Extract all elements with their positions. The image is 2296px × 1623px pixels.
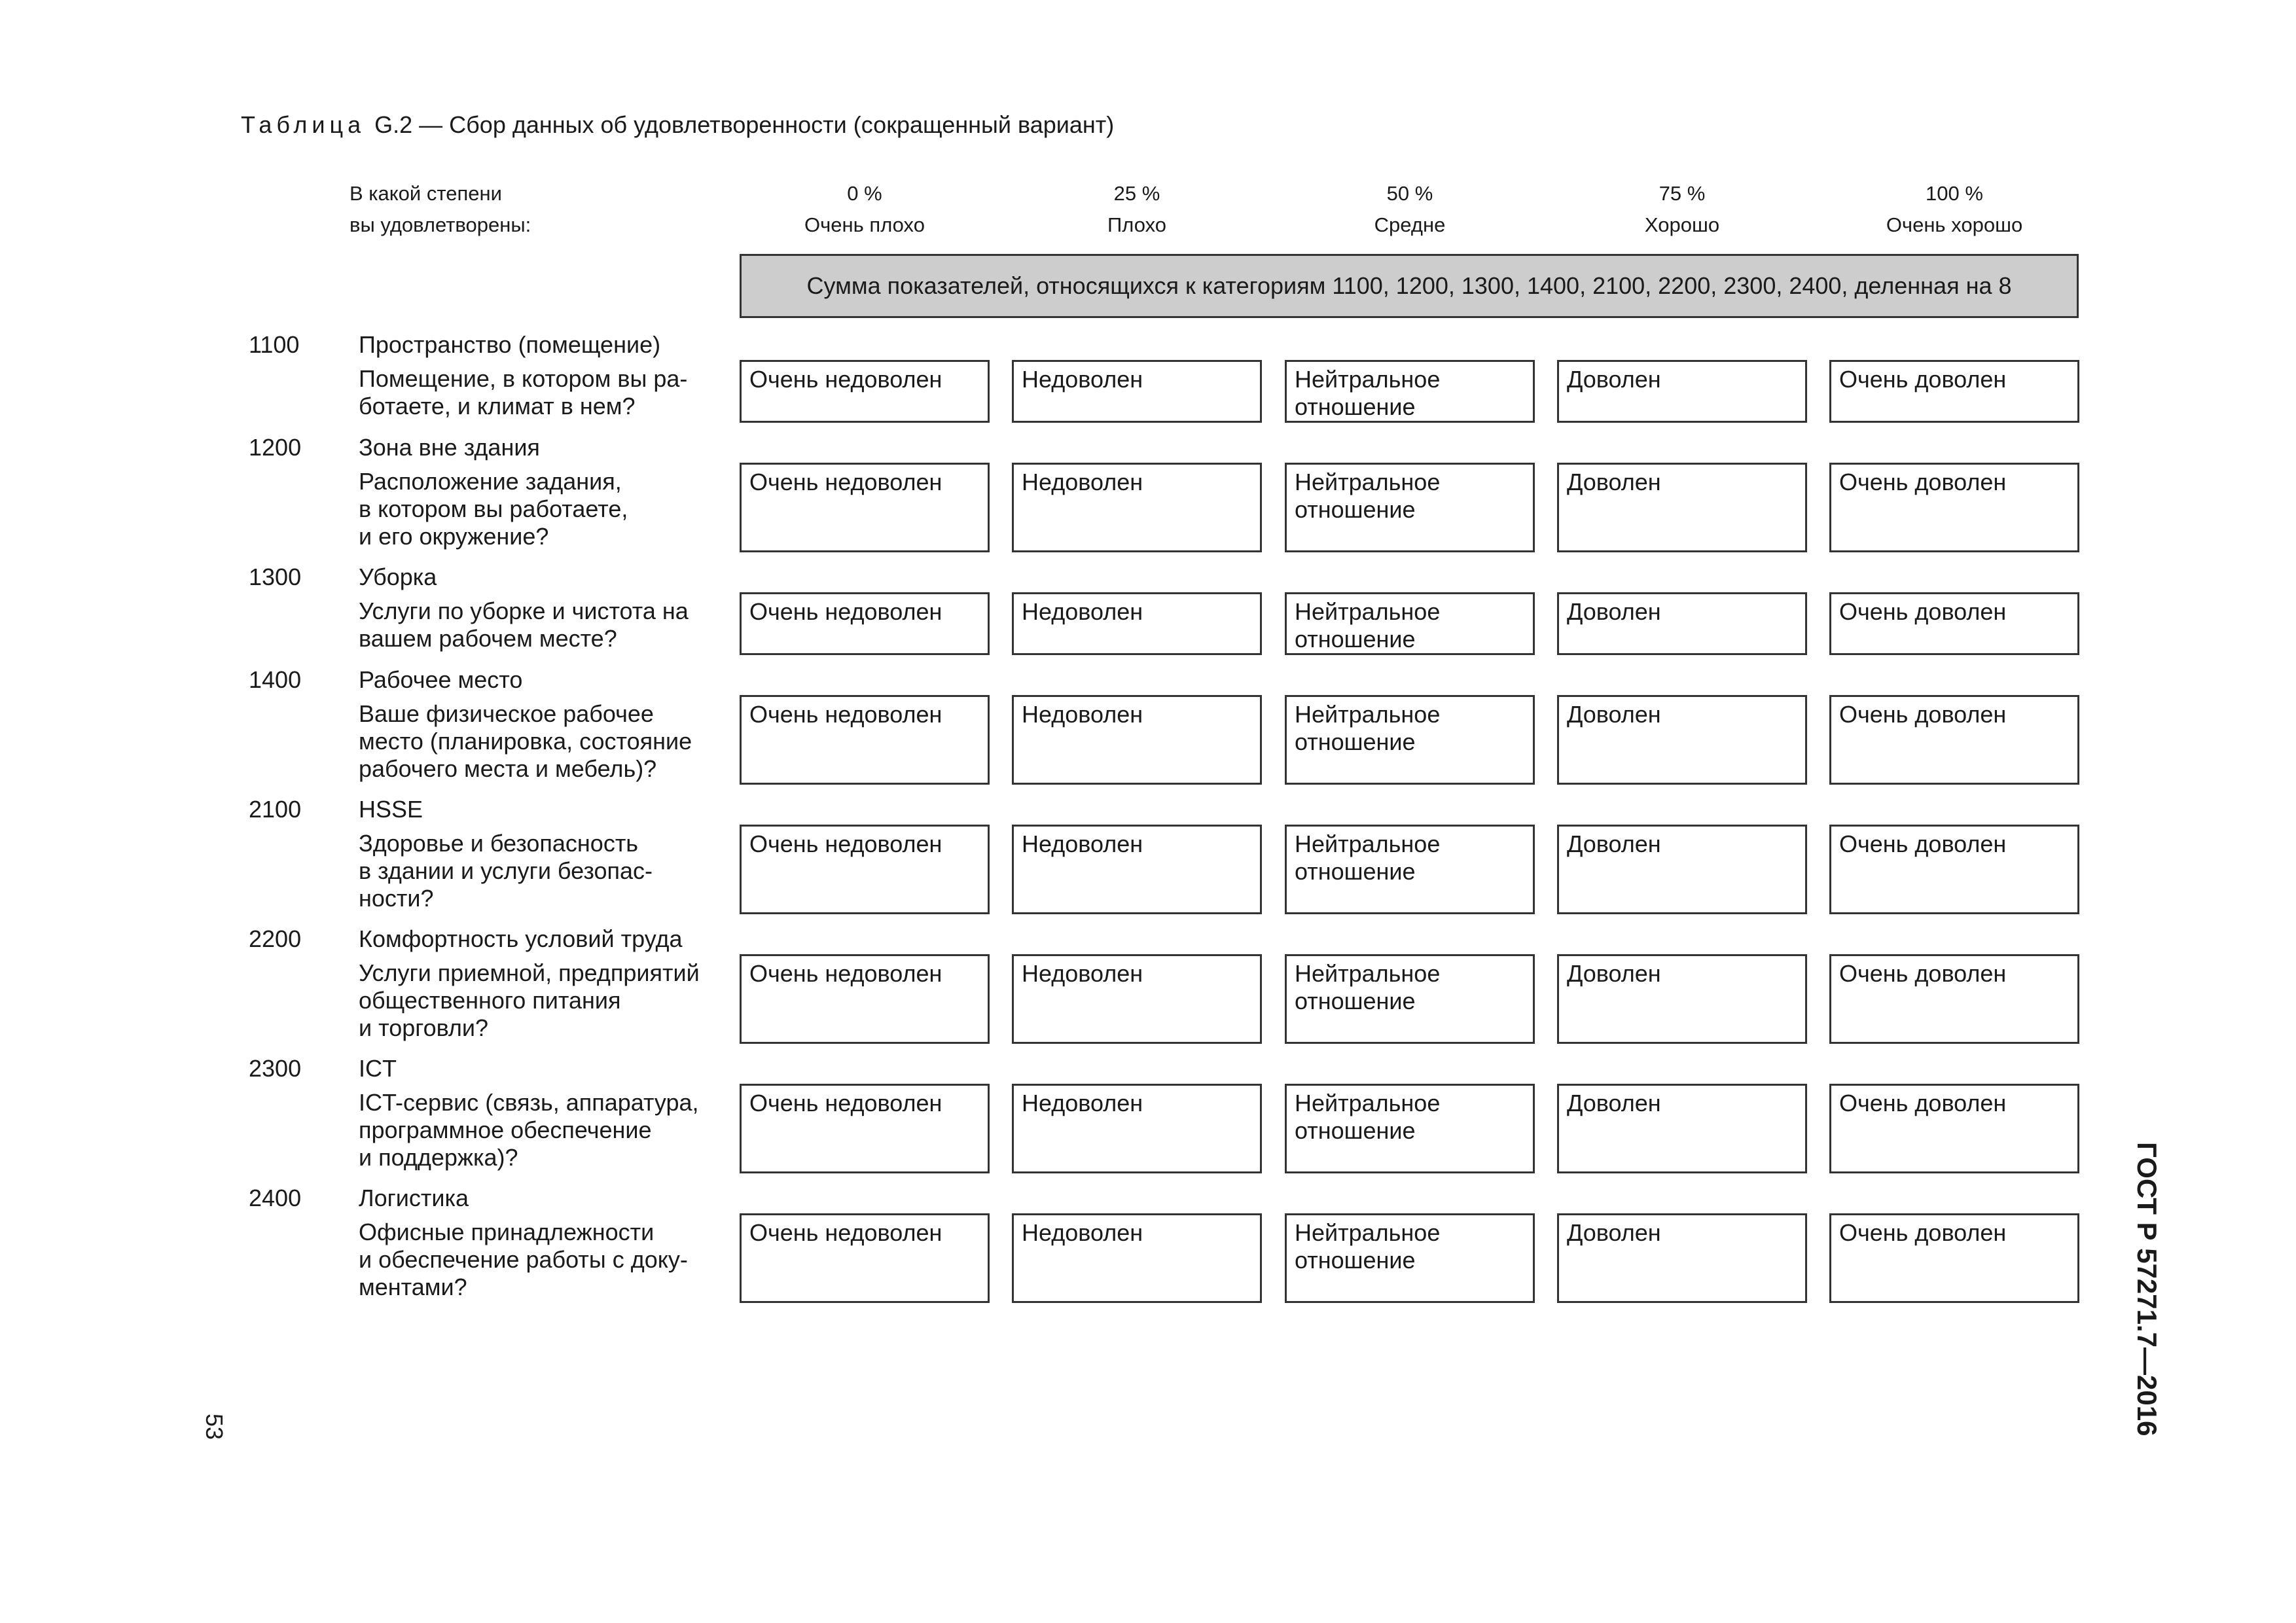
rating-very-satisfied[interactable]: Очень доволен — [1829, 1213, 2079, 1303]
rating-neutral[interactable]: Нейтральное отношение — [1285, 695, 1535, 785]
rating-neutral[interactable]: Нейтральное отношение — [1285, 825, 1535, 914]
rating-very-satisfied[interactable]: Очень доволен — [1829, 360, 2079, 423]
rating-very-dissatisfied[interactable]: Очень недоволен — [740, 1084, 990, 1173]
rating-very-dissatisfied[interactable]: Очень недоволен — [740, 360, 990, 423]
scale-question — [350, 178, 531, 241]
rating-satisfied[interactable]: Доволен — [1557, 1213, 1807, 1303]
row-category: Логистика — [359, 1185, 469, 1211]
row-question: ICT-сервис (связь, аппаратура, программное обеспечение и поддержка)? — [359, 1089, 699, 1171]
scale-column-0 — [740, 178, 990, 241]
rating-very-dissatisfied[interactable]: Очень недоволен — [740, 1213, 990, 1303]
row-code: 2300 — [249, 1055, 302, 1082]
scale-label: Хорошо — [1644, 213, 1720, 236]
scale-column-25 — [1012, 178, 1262, 241]
row-category: ICT — [359, 1055, 397, 1082]
page-number: 53 — [201, 1414, 228, 1440]
rating-dissatisfied[interactable]: Недоволен — [1012, 825, 1262, 914]
standard-designation: ГОСТ Р 57271.7—2016 — [2132, 1142, 2162, 1436]
table-title — [241, 111, 1114, 139]
row-question: Помещение, в котором вы ра- ботаете, и климат в нем? — [359, 365, 688, 419]
rating-satisfied[interactable]: Доволен — [1557, 592, 1807, 655]
scale-label: Очень хорошо — [1886, 213, 2023, 236]
row-code: 1100 — [249, 331, 300, 358]
rating-satisfied[interactable]: Доволен — [1557, 463, 1807, 552]
rating-dissatisfied[interactable]: Недоволен — [1012, 695, 1262, 785]
rating-neutral[interactable]: Нейтральное отношение — [1285, 592, 1535, 655]
rating-very-satisfied[interactable]: Очень доволен — [1829, 592, 2079, 655]
rating-very-satisfied[interactable]: Очень доволен — [1829, 1084, 2079, 1173]
rating-neutral[interactable]: Нейтральное отношение — [1285, 1213, 1535, 1303]
scale-percent: 25 % — [1113, 182, 1160, 205]
row-question: Ваше физическое рабочее место (планировка, состояние рабочего места и мебель)? — [359, 700, 692, 782]
rating-satisfied[interactable]: Доволен — [1557, 825, 1807, 914]
scale-percent: 75 % — [1659, 182, 1706, 205]
rating-satisfied[interactable]: Доволен — [1557, 1084, 1807, 1173]
rating-dissatisfied[interactable]: Недоволен — [1012, 463, 1262, 552]
row-question: Услуги приемной, предприятий общественного питания и торговли? — [359, 959, 700, 1041]
scale-label: Плохо — [1107, 213, 1166, 236]
row-category: Пространство (помещение) — [359, 331, 661, 358]
sum-summary-box: Сумма показателей, относящихся к категориям 1100, 1200, 1300, 1400, 2100, 2200, 2300, 2400, деленная на 8 — [740, 254, 2079, 318]
rating-very-satisfied[interactable]: Очень доволен — [1829, 463, 2079, 552]
rating-dissatisfied[interactable]: Недоволен — [1012, 592, 1262, 655]
rating-dissatisfied[interactable]: Недоволен — [1012, 1084, 1262, 1173]
scale-label: Средне — [1374, 213, 1446, 236]
rating-dissatisfied[interactable]: Недоволен — [1012, 360, 1262, 423]
rating-satisfied[interactable]: Доволен — [1557, 695, 1807, 785]
scale-question-line: В какой степени — [350, 182, 502, 205]
rating-very-satisfied[interactable]: Очень доволен — [1829, 954, 2079, 1044]
rating-neutral[interactable]: Нейтральное отношение — [1285, 1084, 1535, 1173]
scale-label: Очень плохо — [804, 213, 925, 236]
rating-neutral[interactable]: Нейтральное отношение — [1285, 463, 1535, 552]
row-code: 2400 — [249, 1185, 302, 1211]
row-question: Услуги по уборке и чистота на вашем рабочем месте? — [359, 597, 689, 652]
rating-very-dissatisfied[interactable]: Очень недоволен — [740, 825, 990, 914]
scale-column-50 — [1285, 178, 1535, 241]
row-code: 2200 — [249, 925, 302, 952]
scale-percent: 100 % — [1926, 182, 1983, 205]
rating-very-dissatisfied[interactable]: Очень недоволен — [740, 463, 990, 552]
row-code: 1200 — [249, 434, 302, 461]
row-code: 1400 — [249, 666, 302, 693]
scale-percent: 0 % — [847, 182, 882, 205]
scale-column-75 — [1557, 178, 1807, 241]
row-category: Зона вне здания — [359, 434, 540, 461]
scale-question-line: вы удовлетворены: — [350, 213, 531, 236]
row-code: 2100 — [249, 796, 302, 823]
row-question: Офисные принадлежности и обеспечение работы с доку- ментами? — [359, 1219, 688, 1300]
rating-neutral[interactable]: Нейтральное отношение — [1285, 954, 1535, 1044]
rating-very-dissatisfied[interactable]: Очень недоволен — [740, 954, 990, 1044]
scale-percent: 50 % — [1386, 182, 1433, 205]
rating-very-satisfied[interactable]: Очень доволен — [1829, 825, 2079, 914]
rating-dissatisfied[interactable]: Недоволен — [1012, 1213, 1262, 1303]
row-category: Комфортность условий труда — [359, 925, 683, 952]
row-category: Уборка — [359, 563, 437, 590]
rating-dissatisfied[interactable]: Недоволен — [1012, 954, 1262, 1044]
row-question: Здоровье и безопасность в здании и услуги безопас- ности? — [359, 830, 653, 912]
rating-very-dissatisfied[interactable]: Очень недоволен — [740, 695, 990, 785]
row-question: Расположение задания, в котором вы работаете, и его окружение? — [359, 468, 628, 550]
table-title-text: G.2 — Сбор данных об удовлетворенности (сокращенный вариант) — [374, 111, 1115, 138]
row-category: Рабочее место — [359, 666, 523, 693]
row-category: HSSE — [359, 796, 423, 823]
rating-very-satisfied[interactable]: Очень доволен — [1829, 695, 2079, 785]
rating-satisfied[interactable]: Доволен — [1557, 954, 1807, 1044]
scale-column-100 — [1829, 178, 2079, 241]
rating-satisfied[interactable]: Доволен — [1557, 360, 1807, 423]
table-title-label: Таблица — [241, 111, 366, 138]
rating-very-dissatisfied[interactable]: Очень недоволен — [740, 592, 990, 655]
row-code: 1300 — [249, 563, 302, 590]
rating-neutral[interactable]: Нейтральное отношение — [1285, 360, 1535, 423]
